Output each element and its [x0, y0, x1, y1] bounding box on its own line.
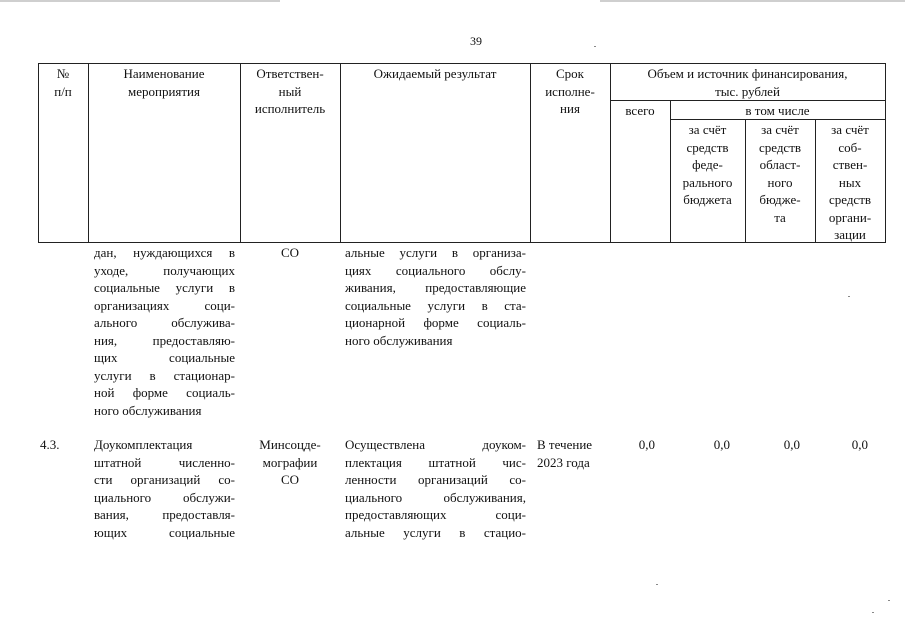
header-responsible: Ответствен- ный исполнитель — [254, 66, 326, 116]
cont-row-result: альные услуги в организа- циях социального обслу- живания, предоставляющие социальные услуги в ста- ционарной форме социаль- ного обслуживания — [345, 245, 526, 348]
row-4-3-responsible: Минсоцде- мографии СО — [259, 437, 321, 487]
row-4-3-term: В течение 2023 года — [537, 437, 593, 470]
row-4-3-name: Доукомплектация штатной численно- сти организаций со- циального обслужи- вания, предоставля- ющих социальные — [94, 437, 235, 540]
header-name: Наименование мероприятия — [123, 66, 205, 99]
scan-edge-left — [0, 0, 280, 2]
cont-row-name: дан, нуждающихся в уходе, получающих социальные услуги в организациях соци- ального обслужива- ния, предоставляю- щих социальные услуги в стационар- ной форме социаль- ного обслуживания — [94, 245, 235, 418]
header-regional: за счёт средств област- ного бюдже- та — [758, 122, 802, 225]
row-4-3-total: 0,0 — [638, 437, 655, 452]
row-4-3-regional: 0,0 — [783, 437, 800, 452]
header-funding: Объем и источник финансирования, тыс. рублей — [647, 66, 848, 99]
header-num: № п/п — [54, 66, 72, 99]
header-own: за счёт соб- ствен- ных средств органи- зации — [828, 122, 872, 242]
header-federal: за счёт средств феде- рального бюджета — [682, 122, 733, 207]
cont-row-responsible: СО — [280, 245, 300, 260]
header-including: в том числе — [745, 103, 810, 118]
row-4-3-federal: 0,0 — [713, 437, 730, 452]
header-total: всего — [625, 103, 655, 118]
row-4-3-num: 4.3. — [40, 437, 60, 452]
scan-edge-right — [600, 0, 905, 2]
header-result: Ожидаемый результат — [373, 66, 497, 81]
row-4-3-own: 0,0 — [851, 437, 868, 452]
header-term: Срок исполне- ния — [545, 66, 595, 116]
row-4-3-result: Осуществлена доуком- плектация штатной чис- ленности организаций со- циального обслуживания, предоставляющих соци- альные услуги в стацио- — [345, 437, 526, 540]
page-number: 39 — [470, 34, 482, 48]
